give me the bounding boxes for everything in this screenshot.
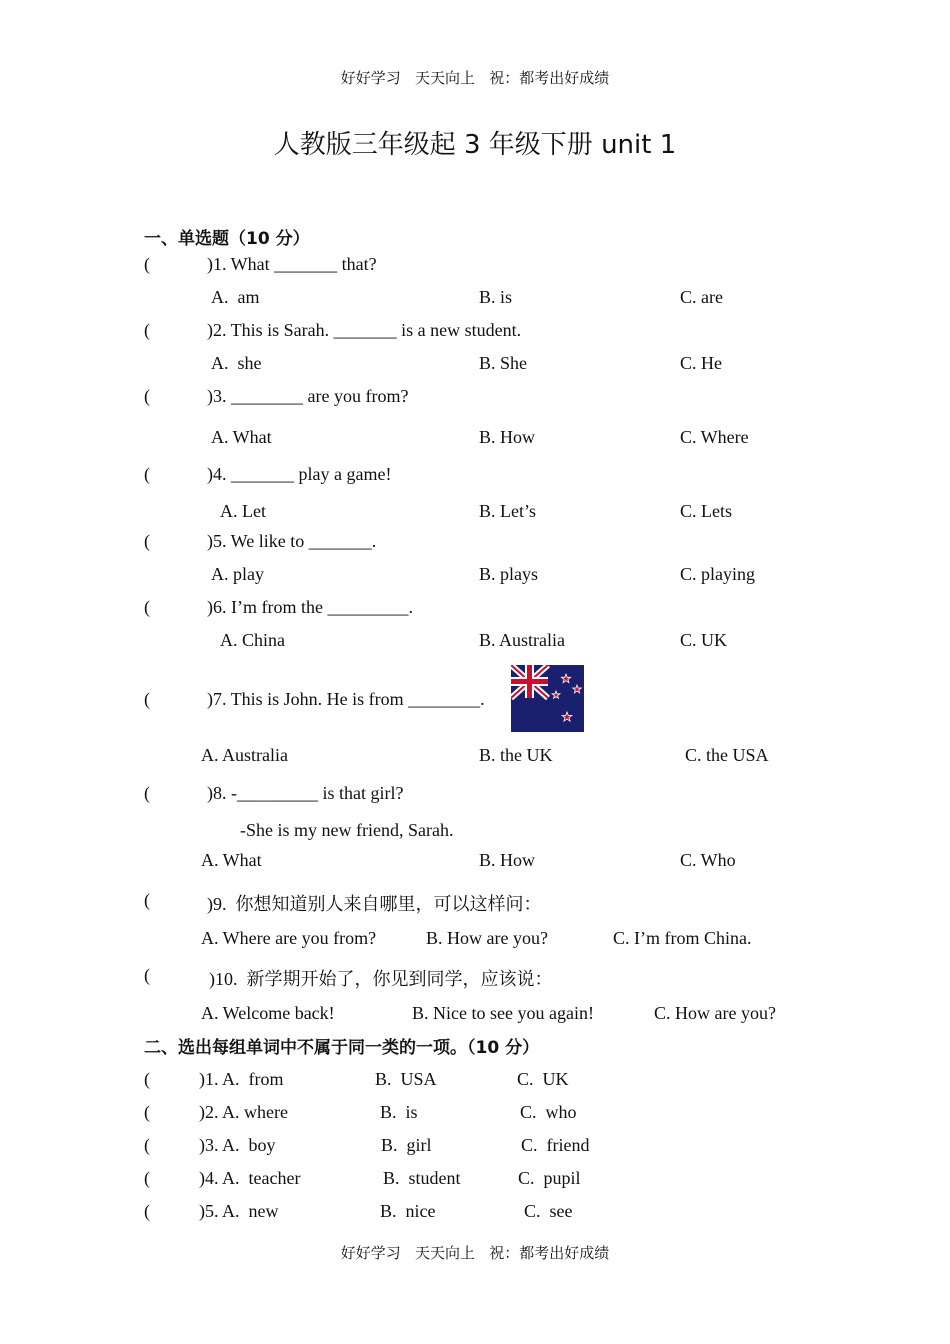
- option-c: C. I’m from China.: [613, 928, 752, 948]
- option-a: A. Welcome back!: [201, 1003, 335, 1023]
- answer-blank-paren: (: [144, 1168, 150, 1188]
- option-c: C. Lets: [680, 501, 732, 521]
- answer-blank-paren: (: [144, 1135, 150, 1155]
- option-b: B. USA: [375, 1069, 437, 1089]
- option-a: A. she: [211, 353, 262, 373]
- answer-blank-paren: (: [144, 464, 150, 484]
- option-c: C. are: [680, 287, 723, 307]
- word-group-stem: )2. A. where: [199, 1102, 288, 1122]
- option-c: C. pupil: [518, 1168, 581, 1188]
- option-b: B. Let’s: [479, 501, 536, 521]
- option-b: B. Nice to see you again!: [412, 1003, 594, 1023]
- section2-heading: 二、选出每组单词中不属于同一类的一项。（10 分）: [144, 1038, 540, 1058]
- page-header: 好好学习 天天向上 祝：都考出好成绩: [340, 69, 610, 87]
- answer-blank-paren: (: [144, 254, 150, 274]
- option-a: A. Australia: [201, 745, 288, 765]
- question-stem: )9. 你想知道别人来自哪里，可以这样问：: [207, 894, 542, 914]
- word-group-stem: )5. A. new: [199, 1201, 279, 1221]
- answer-blank-paren: (: [144, 965, 150, 985]
- option-c: C. Where: [680, 427, 749, 447]
- option-b: B. girl: [381, 1135, 432, 1155]
- word-group-stem: )3. A. boy: [199, 1135, 276, 1155]
- answer-blank-paren: (: [144, 320, 150, 340]
- option-c: C. UK: [680, 630, 728, 650]
- answer-blank-paren: (: [144, 1102, 150, 1122]
- new-zealand-flag-icon: [511, 665, 584, 732]
- option-a: A. Let: [220, 501, 266, 521]
- option-b: B. nice: [380, 1201, 436, 1221]
- option-a: A. am: [211, 287, 260, 307]
- answer-blank-paren: (: [144, 1069, 150, 1089]
- option-b: B. She: [479, 353, 528, 373]
- answer-blank-paren: (: [144, 783, 150, 803]
- page-title: 人教版三年级起 3 年级下册 unit 1: [273, 130, 677, 160]
- word-group-stem: )4. A. teacher: [199, 1168, 301, 1188]
- option-a: A. What: [211, 427, 272, 447]
- question-stem: )10. 新学期开始了，你见到同学，应该说：: [209, 969, 553, 989]
- option-b: B. is: [479, 287, 513, 307]
- option-b: B. How: [479, 850, 536, 870]
- option-b: B. the UK: [479, 745, 553, 765]
- option-b: B. is: [380, 1102, 418, 1122]
- option-b: B. How: [479, 427, 536, 447]
- answer-blank-paren: (: [144, 1201, 150, 1221]
- option-b: B. student: [383, 1168, 461, 1188]
- answer-blank-paren: (: [144, 386, 150, 406]
- answer-blank-paren: (: [144, 531, 150, 551]
- option-c: C. the USA: [685, 745, 769, 765]
- option-c: C. He: [680, 353, 722, 373]
- dialogue-reply: -She is my new friend, Sarah.: [240, 820, 454, 840]
- page-footer: 好好学习 天天向上 祝：都考出好成绩: [340, 1244, 610, 1262]
- option-c: C. playing: [680, 564, 755, 584]
- option-b: B. How are you?: [426, 928, 548, 948]
- question-stem: )6. I’m from the _________.: [207, 597, 413, 617]
- question-stem: )3. ________ are you from?: [207, 386, 409, 406]
- section1-heading: 一、单选题（10 分）: [144, 229, 310, 249]
- option-a: A. Where are you from?: [201, 928, 377, 948]
- option-c: C. see: [524, 1201, 573, 1221]
- option-a: A. China: [220, 630, 285, 650]
- question-stem: )5. We like to _______.: [207, 531, 377, 551]
- answer-blank-paren: (: [144, 689, 150, 709]
- option-c: C. UK: [517, 1069, 569, 1089]
- option-a: A. play: [211, 564, 264, 584]
- option-c: C. who: [520, 1102, 577, 1122]
- option-b: B. plays: [479, 564, 539, 584]
- option-c: C. How are you?: [654, 1003, 776, 1023]
- word-group-stem: )1. A. from: [199, 1069, 284, 1089]
- question-stem: )7. This is John. He is from ________.: [207, 689, 485, 709]
- question-stem: )2. This is Sarah. _______ is a new student.: [207, 320, 522, 340]
- option-c: C. Who: [680, 850, 736, 870]
- question-stem: )8. -_________ is that girl?: [207, 783, 404, 803]
- option-b: B. Australia: [479, 630, 565, 650]
- answer-blank-paren: (: [144, 890, 150, 910]
- question-stem: )1. What _______ that?: [207, 254, 377, 274]
- option-c: C. friend: [521, 1135, 590, 1155]
- question-stem: )4. _______ play a game!: [207, 464, 392, 484]
- answer-blank-paren: (: [144, 597, 150, 617]
- option-a: A. What: [201, 850, 262, 870]
